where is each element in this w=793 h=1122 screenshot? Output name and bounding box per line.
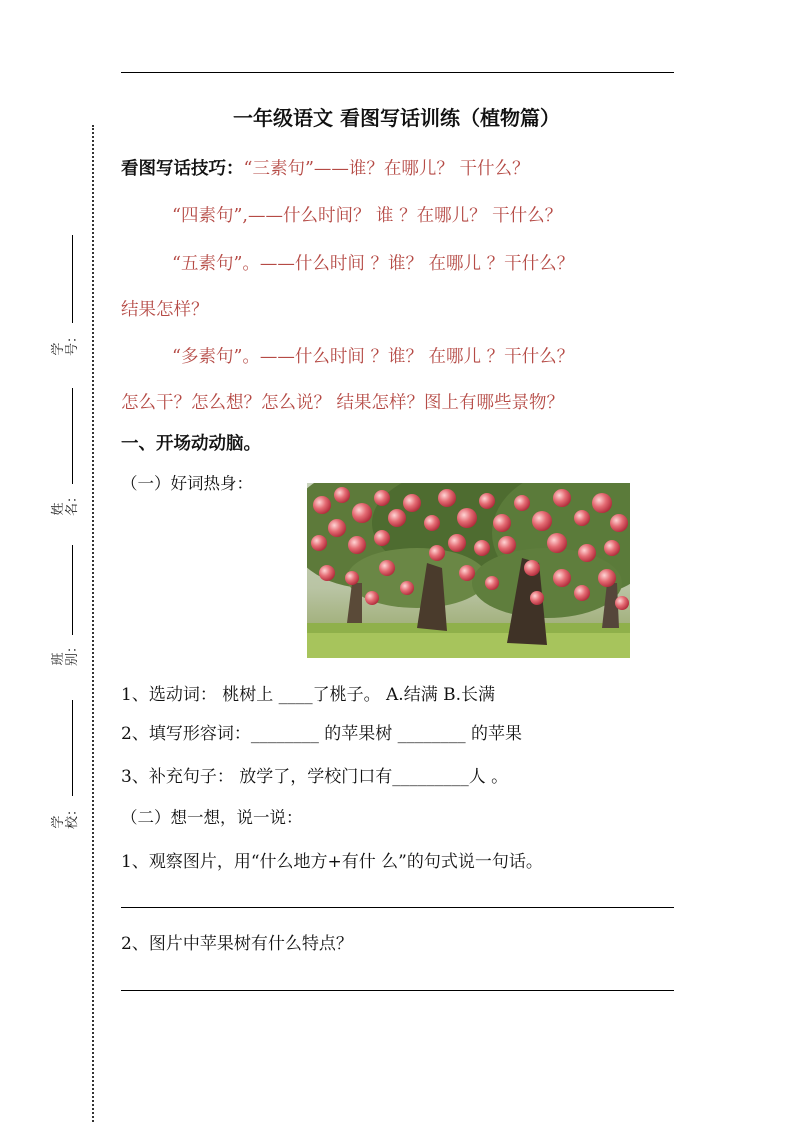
- class-label: 班别：: [51, 639, 80, 666]
- tips-multi-cont: 怎么干？怎么想？怎么说？ 结果怎样？图上有哪些景物？: [121, 393, 565, 413]
- tips-multi: “多素句”。——什么时间 ？谁？ 在哪儿 ？干什么？: [172, 347, 575, 367]
- answer-line-1: [121, 907, 674, 908]
- tips-five-cont: 结果怎样？: [121, 300, 209, 320]
- part2-heading: （二）想一想，说一说：: [121, 808, 303, 827]
- tips-three: “三素句”——谁？在哪儿？ 干什么？: [243, 159, 530, 179]
- page-title: 一年级语文 看图写话训练（植物篇）: [233, 106, 560, 130]
- school-line: [72, 700, 73, 796]
- question-5: 2、图片中苹果树有什么特点？: [121, 934, 353, 954]
- tips-heading: 看图写话技巧：: [121, 159, 244, 179]
- question-2: 2、填写形容词：________ 的苹果树 ________ 的苹果: [121, 724, 523, 744]
- question-4: 1、观察图片，用“什么地方+有什 么”的句式说一句话。: [121, 852, 543, 872]
- school-label: 学校：: [51, 802, 80, 829]
- answer-line-2: [121, 990, 674, 991]
- name-label: 姓名：: [51, 489, 80, 516]
- tips-five: “五素句”。——什么时间 ？谁？ 在哪儿 ？干什么？: [172, 254, 575, 274]
- top-rule: [121, 72, 674, 73]
- class-line: [72, 545, 73, 635]
- name-line: [72, 388, 73, 484]
- tips-line-three: [121, 155, 529, 180]
- binding-dashed-line: [92, 125, 94, 1122]
- tips-four: “四素句”,——什么时间？ 谁 ？在哪儿？ 干什么？: [172, 206, 563, 226]
- apple-trees-photo: [307, 483, 630, 658]
- part1-heading: （一）好词热身：: [121, 474, 253, 493]
- question-3: 3、补充句子： 放学了，学校门口有_________人 。: [121, 767, 509, 787]
- student-no-label: 学号：: [51, 329, 80, 356]
- student-no-line: [72, 235, 73, 323]
- section1-heading: 一、开场动动脑。: [121, 434, 261, 454]
- question-1: 1、选动词： 桃树上 ____了桃子。 A.结满 B.长满: [121, 685, 496, 705]
